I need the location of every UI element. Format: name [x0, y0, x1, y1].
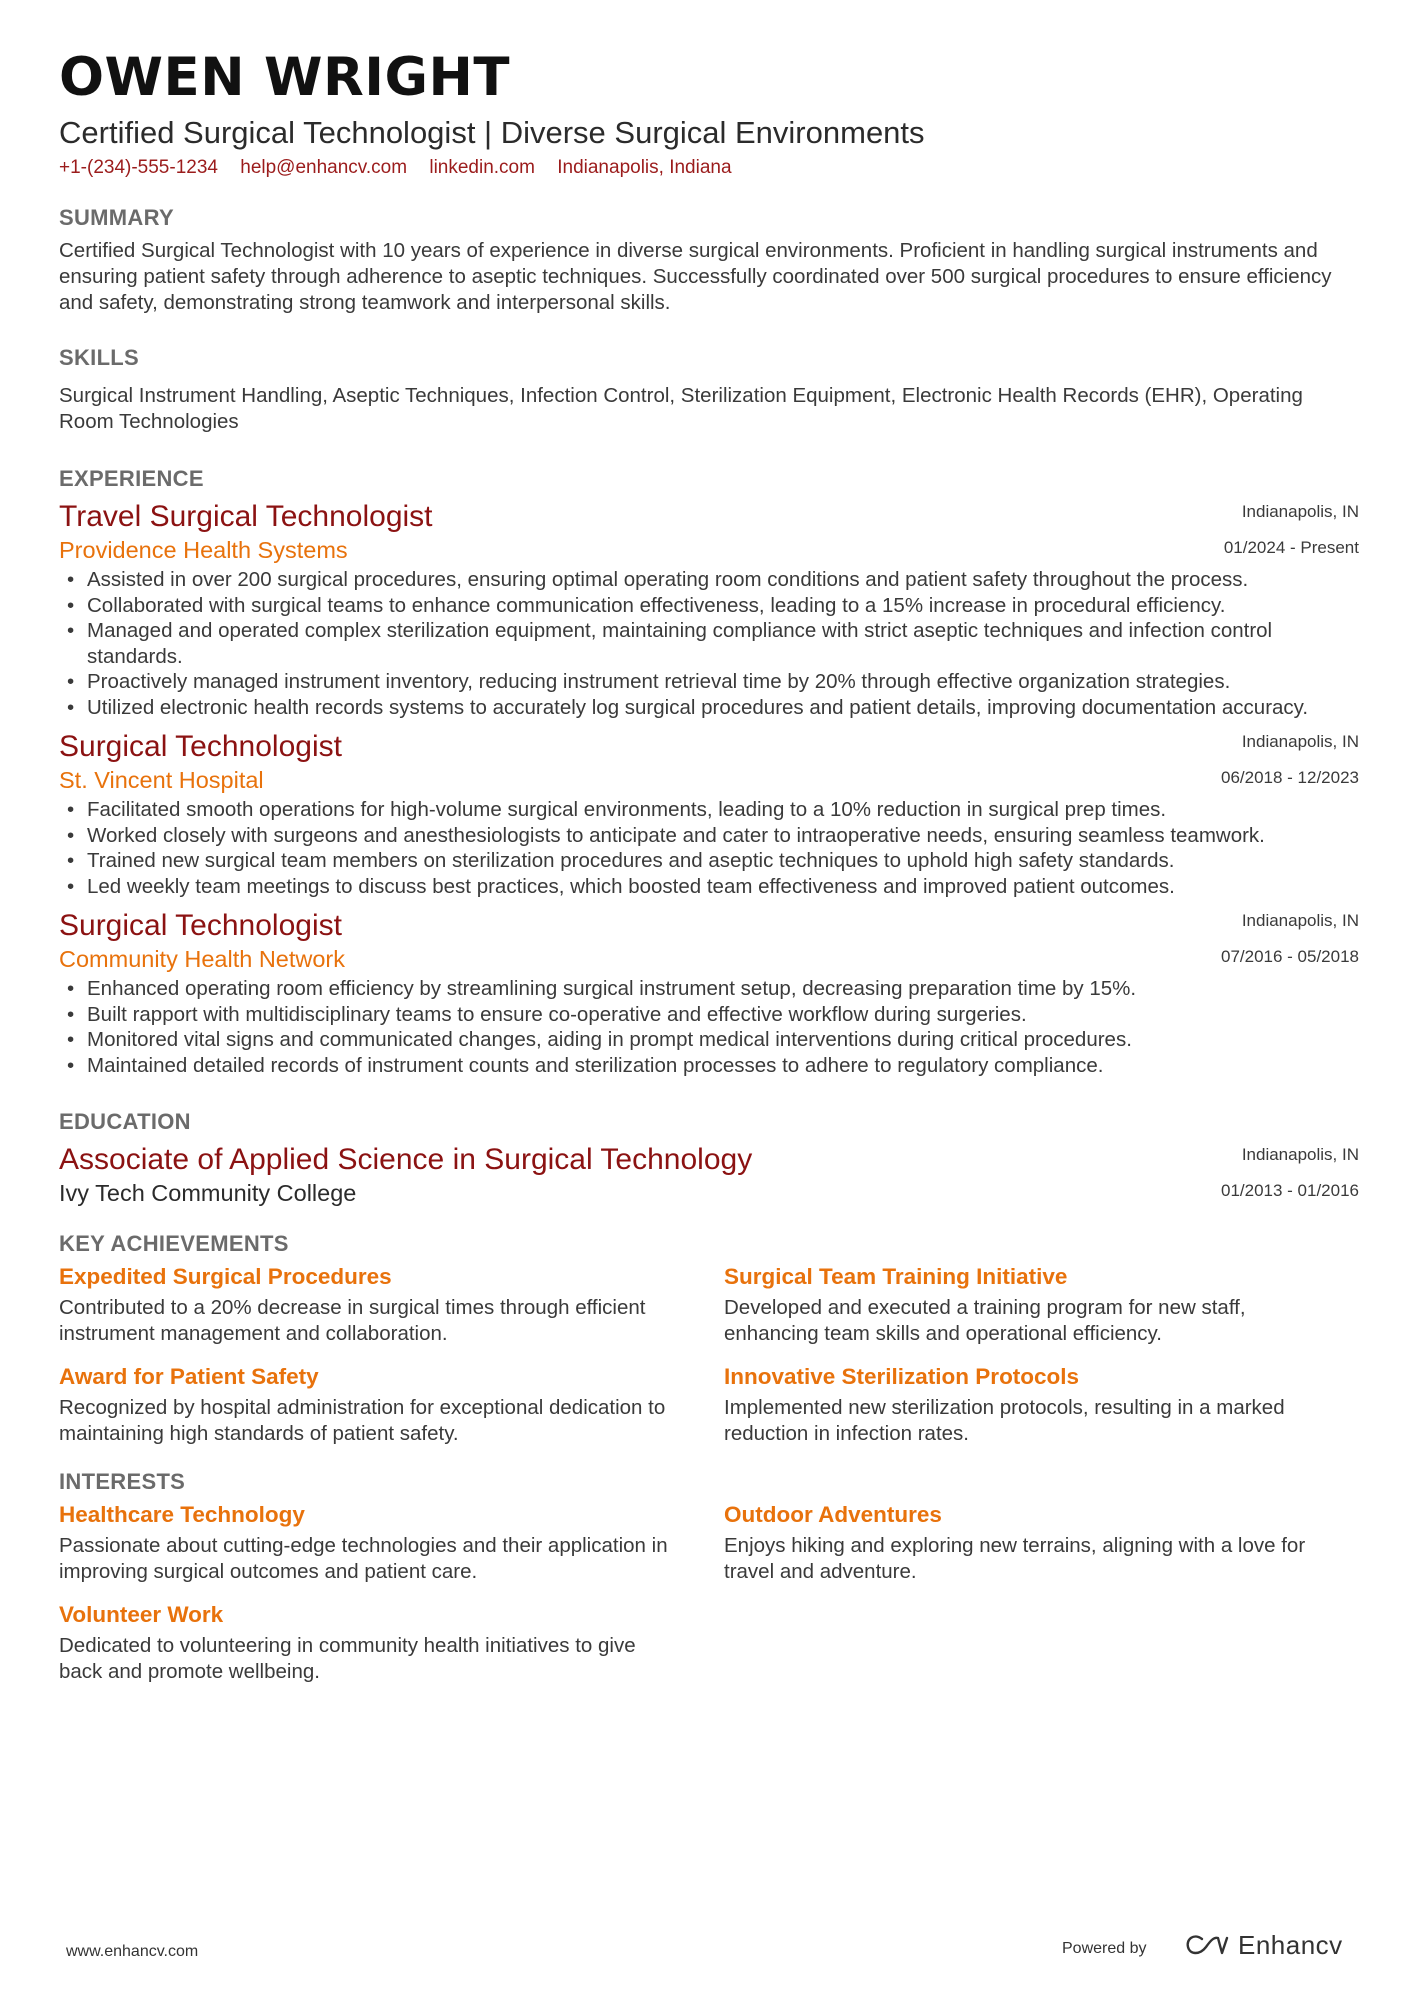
bullet-item: • Built rapport with multidisciplinary teams to ensure co-operative and effective workflow during surgeries.: [59, 1002, 1359, 1028]
interest-text: Dedicated to volunteering in community health initiatives to give back and promote wellbeing.: [59, 1634, 636, 1683]
company-name: St. Vincent Hospital: [59, 767, 264, 793]
footer-url[interactable]: www.enhancv.com: [66, 1943, 199, 1960]
achievements-heading: KEY ACHIEVEMENTS: [59, 1231, 289, 1256]
bullet-item: • Proactively managed instrument inventory, reducing instrument retrieval time by 20% through effective organization strategies.: [59, 669, 1359, 695]
company-name: Community Health Network: [59, 946, 346, 972]
job-bullets: [59, 567, 1359, 720]
interest-title: Outdoor Adventures: [724, 1502, 942, 1527]
job-location: Indianapolis, IN: [1241, 502, 1359, 521]
job-location: Indianapolis, IN: [1241, 732, 1359, 751]
job-title: Surgical Technologist: [59, 909, 342, 942]
footer-powered-by: Powered by: [1062, 1940, 1147, 1957]
skills-heading: SKILLS: [59, 345, 140, 370]
education-entry: [59, 1142, 1359, 1208]
job-bullets: [59, 976, 1359, 1078]
achievement-item: [724, 1262, 1344, 1347]
bullet-item: • Maintained detailed records of instrument counts and sterilization processes to adhere to regulatory compliance.: [59, 1053, 1359, 1079]
contact-location: Indianapolis, Indiana: [557, 157, 732, 178]
job-dates: 01/2024 - Present: [1223, 538, 1359, 557]
achievement-title: Innovative Sterilization Protocols: [724, 1364, 1080, 1389]
bullet-item: • Facilitated smooth operations for high-volume surgical environments, leading to a 10% reduction in surgical prep times.: [59, 797, 1359, 823]
achievement-item: [59, 1262, 679, 1347]
achievement-text: Developed and executed a training program for new staff, enhancing team skills and operational efficiency.: [724, 1296, 1246, 1345]
achievement-title: Award for Patient Safety: [59, 1364, 319, 1389]
contact-email[interactable]: help@enhancv.com: [240, 157, 408, 178]
education-heading: EDUCATION: [59, 1109, 191, 1134]
achievement-title: Surgical Team Training Initiative: [724, 1264, 1068, 1289]
summary-text: Certified Surgical Technologist with 10 years of experience in diverse surgical environments. Proficient in handling surgical instruments and ensuring patient safety through adherence to aseptic techniques. Successfully coordinated over 500 surgical procedures to ensure efficiency and safety, demonstrating strong teamwork and interpersonal skills.: [59, 239, 1332, 314]
interest-item: [59, 1600, 679, 1685]
job-title: Travel Surgical Technologist: [59, 500, 433, 533]
summary-heading: SUMMARY: [59, 205, 174, 230]
job-entry: [59, 729, 1359, 899]
school-dates: 01/2013 - 01/2016: [1220, 1181, 1359, 1200]
job-dates: 07/2016 - 05/2018: [1220, 947, 1359, 966]
school-name: Ivy Tech Community College: [59, 1180, 357, 1206]
achievement-text: Recognized by hospital administration for exceptional dedication to maintaining high standards of patient safety.: [59, 1396, 666, 1445]
achievement-text: Implemented new sterilization protocols, resulting in a marked reduction in infection rates.: [724, 1396, 1285, 1445]
bullet-item: • Utilized electronic health records systems to accurately log surgical procedures and patient details, improving documentation accuracy.: [59, 695, 1359, 721]
interests-section: [59, 1468, 1359, 1700]
job-dates: 06/2018 - 12/2023: [1220, 768, 1359, 787]
bullet-item: • Assisted in over 200 surgical procedures, ensuring optimal operating room conditions and patient safety throughout the process.: [59, 567, 1359, 593]
experience-heading: EXPERIENCE: [59, 466, 204, 491]
interests-heading: INTERESTS: [59, 1469, 186, 1494]
job-bullets: [59, 797, 1359, 899]
job-location: Indianapolis, IN: [1241, 911, 1359, 930]
job-entry: [59, 499, 1359, 720]
job-title: Surgical Technologist: [59, 730, 342, 763]
resume-header: [59, 44, 1359, 180]
enhancv-logo-icon: [1184, 1933, 1230, 1959]
interest-text: Passionate about cutting-edge technologies and their application in improving surgical outcomes and patient care.: [59, 1534, 668, 1583]
interest-text: Enjoys hiking and exploring new terrains, aligning with a love for travel and adventure.: [724, 1534, 1306, 1583]
footer-logo[interactable]: [1184, 1930, 1343, 1961]
headline: Certified Surgical Technologist | Diverse Surgical Environments: [59, 115, 925, 150]
interest-item: [724, 1500, 1344, 1585]
achievement-item: [724, 1362, 1344, 1447]
achievement-item: [59, 1362, 679, 1447]
school-location: Indianapolis, IN: [1241, 1145, 1359, 1164]
achievements-grid: [59, 1262, 1359, 1458]
summary-section: [59, 204, 1359, 316]
job-entry: [59, 908, 1359, 1078]
achievement-text: Contributed to a 20% decrease in surgical times through efficient instrument management and collaboration.: [59, 1296, 646, 1345]
bullet-item: • Enhanced operating room efficiency by streamlining surgical instrument setup, decreasing preparation time by 15%.: [59, 976, 1359, 1002]
resume-content: [59, 44, 1359, 1700]
bullet-item: • Trained new surgical team members on sterilization procedures and aseptic techniques to uphold high safety standards.: [59, 848, 1359, 874]
footer-brand: Enhancv: [1238, 1930, 1343, 1960]
bullet-item: • Monitored vital signs and communicated changes, aiding in prompt medical interventions during critical procedures.: [59, 1027, 1359, 1053]
achievements-section: [59, 1230, 1359, 1458]
bullet-item: • Collaborated with surgical teams to enhance communication effectiveness, leading to a 15% increase in procedural efficiency.: [59, 593, 1359, 619]
contact-bar: [59, 156, 1359, 180]
bullet-item: • Managed and operated complex sterilization equipment, maintaining compliance with strict aseptic techniques and infection control standards.: [59, 618, 1359, 669]
interest-title: Healthcare Technology: [59, 1502, 305, 1527]
contact-phone[interactable]: +1-(234)-555-1234: [59, 157, 218, 178]
achievement-title: Expedited Surgical Procedures: [59, 1264, 392, 1289]
experience-section: [59, 465, 1359, 1078]
education-section: [59, 1108, 1359, 1208]
company-name: Providence Health Systems: [59, 537, 348, 563]
degree-title: Associate of Applied Science in Surgical Technology: [59, 1143, 753, 1176]
bullet-item: • Led weekly team meetings to discuss best practices, which boosted team effectiveness and improved patient outcomes.: [59, 874, 1359, 900]
interest-title: Volunteer Work: [59, 1602, 224, 1627]
contact-linkedin[interactable]: linkedin.com: [429, 157, 535, 178]
skills-section: [59, 344, 1359, 435]
interest-item: [59, 1500, 679, 1585]
bullet-item: • Worked closely with surgeons and anesthesiologists to anticipate and cater to intraoperative needs, ensuring seamless teamwork.: [59, 823, 1359, 849]
candidate-name: OWEN WRIGHT: [59, 47, 511, 108]
skills-text: Surgical Instrument Handling, Aseptic Techniques, Infection Control, Sterilization Equipment, Electronic Health Records (EHR), Operating Room Technologies: [59, 384, 1303, 433]
interests-grid: [59, 1500, 1359, 1700]
